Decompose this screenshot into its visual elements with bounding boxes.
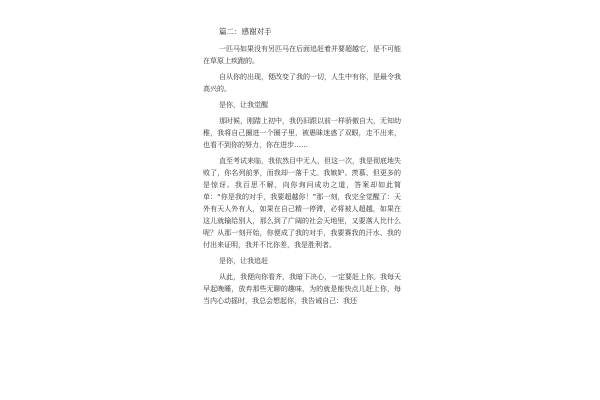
section-heading-chase: 是你，让我追赶 <box>219 257 268 265</box>
intro-paragraph-2: 自从你的出现，便改变了我的一切，人生中有你，是最令我高兴的。 <box>203 73 401 93</box>
section-heading-awaken: 是你，让我觉醒 <box>219 101 268 109</box>
section2-paragraph-1: 从此，我便向你看齐，我暗下决心，一定要赶上你。我每天早起晚睡，放弃那些无聊的趣味，为的就是能快点儿赶上你，每当内心动摇时，我总会想起你，我告诫自己：我还 <box>203 273 401 305</box>
document-title: 篇二：感谢对手 <box>219 27 272 36</box>
document-content <box>203 26 401 311</box>
section1-paragraph-1: 那时候，刚踏上初中，我仍旧跟以前一样骄傲自大，无知幼稚，我将自己圈进一个圈子里，被愚昧迷惑了双眼，走不出来，也看不到你的努力，你在进步…… <box>203 117 401 149</box>
intro-paragraph-1: 一匹马如果没有另匹马在后面追赶着并要超越它，是不可能在草原上疾跑的。 <box>203 45 401 65</box>
section1-paragraph-2: 直至考试来临，我依然目中无人，但这一次，我是彻底地失败了，你名列前茅，而我却一落千丈。我嫉妒、羡慕、但更多的是惊讶。我百思不解，向你询问成功之道，答案却如此简单：“你是我的对手，我要超越你！”那一刻，我完全觉醒了：天外有天人外有人，如果在自己精一停滞，必将被人超越，如果在这儿就输给别人，那么到了广阔的社会天地里，又要落人比什么呢？从那一刻开始，你便成了我的对手，我要赛我的汗水、我的付出来证明，我并不比你差，我是胜利者。 <box>203 157 401 249</box>
